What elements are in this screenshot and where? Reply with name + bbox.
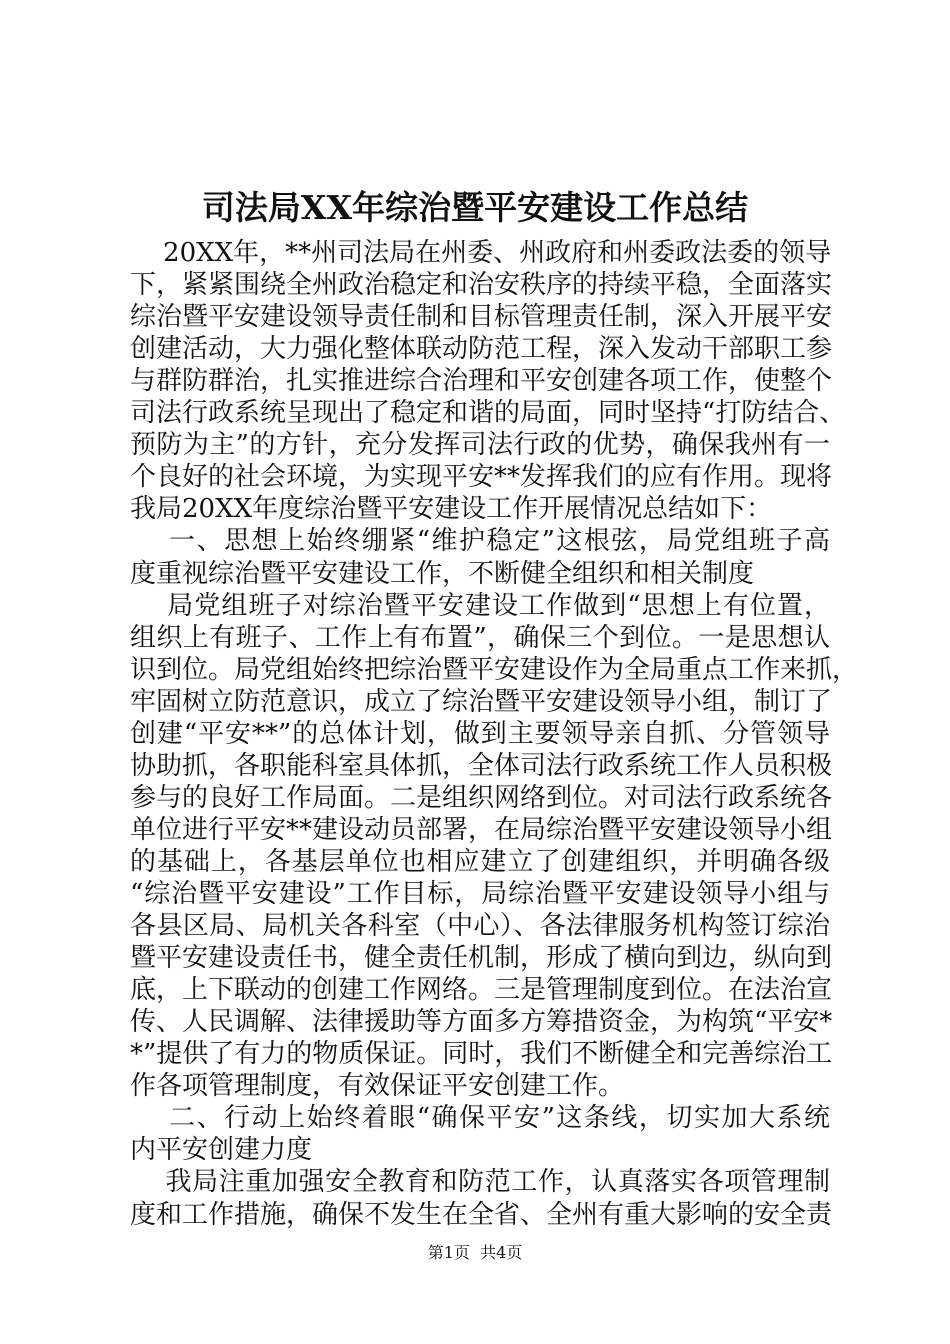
paragraph-line: 参与的良好工作局面。二是组织网络到位。对司法行政系统各 xyxy=(130,783,833,813)
paragraph-line: 综治暨平安建设领导责任制和目标管理责任制，深入开展平安 xyxy=(130,302,833,332)
paragraph-line: 识到位。局党组始终把综治暨平安建设作为全局重点工作来抓， xyxy=(130,655,859,685)
paragraph-line: 个良好的社会环境，为实现平安**发挥我们的应有作用。现将 xyxy=(130,462,833,492)
paragraph-line: 组织上有班子、工作上有布置”，确保三个到位。一是思想认 xyxy=(130,623,830,653)
paragraph-line: 二、行动上始终着眼“确保平安”这条线，切实加大系统 xyxy=(130,1103,830,1133)
paragraph-line: 单位进行平安**建设动员部署，在局综治暨平安建设领导小组 xyxy=(130,815,833,845)
paragraph-line: 作各项管理制度，有效保证平安创建工作。 xyxy=(130,1071,625,1101)
paragraph-line: 的基础上，各基层单位也相应建立了创建组织，并明确各级 xyxy=(130,847,830,877)
paragraph-line: 我局20XX年度综治暨平安建设工作开展情况总结如下： xyxy=(130,494,773,524)
paragraph-line: 度重视综治暨平安建设工作，不断健全组织和相关制度 xyxy=(130,559,755,589)
paragraph-line: 一、思想上始终绷紧“维护稳定”这根弦，局党组班子高 xyxy=(130,526,830,556)
paragraph-line: 暨平安建设责任书，健全责任机制，形成了横向到边，纵向到 xyxy=(130,943,833,973)
paragraph-line: 创建“平安**”的总体计划，做到主要领导亲自抓、分管领导 xyxy=(130,719,830,749)
paragraph-line: 各县区局、局机关各科室（中心）、各法律服务机构签订综治 xyxy=(130,911,830,941)
paragraph-line: 牢固树立防范意识，成立了综治暨平安建设领导小组，制订了 xyxy=(130,687,833,717)
paragraph-line: “综治暨平安建设”工作目标，局综治暨平安建设领导小组与 xyxy=(130,879,830,909)
paragraph-line: 传、人民调解、法律援助等方面多方筹措资金，为构筑“平安* xyxy=(130,1007,833,1037)
paragraph-line: 20XX年，**州司法局在州委、州政府和州委政法委的领导 xyxy=(130,238,832,268)
paragraph-line: 底，上下联动的创建工作网络。三是管理制度到位。在法治宣 xyxy=(130,975,833,1005)
document-title: 司法局XX年综治暨平安建设工作总结 xyxy=(201,188,749,227)
paragraph-line: 局党组班子对综治暨平安建设工作做到“思想上有位置， xyxy=(130,591,830,621)
paragraph-line: 度和工作措施，确保不发生在全省、全州有重大影响的安全责 xyxy=(130,1200,833,1230)
paragraph-line: 我局注重加强安全教育和防范工作，认真落实各项管理制 xyxy=(130,1167,830,1197)
paragraph-line: 司法行政系统呈现出了稳定和谐的局面，同时坚持“打防结合、 xyxy=(130,398,846,428)
paragraph-line: 下，紧紧围绕全州政治稳定和治安秩序的持续平稳，全面落实 xyxy=(130,270,833,300)
paragraph-line: 创建活动，大力强化整体联动防范工程，深入发动干部职工参 xyxy=(130,334,833,364)
page-footer: 第1页 共4页 xyxy=(427,1243,523,1262)
paragraph-line: 预防为主”的方针，充分发挥司法行政的优势，确保我州有一 xyxy=(130,430,830,460)
paragraph-line: 与群防群治，扎实推进综合治理和平安创建各项工作，使整个 xyxy=(130,366,833,396)
paragraph-line: *”提供了有力的物质保证。同时，我们不断健全和完善综治工 xyxy=(130,1039,833,1069)
paragraph-line: 协助抓，各职能科室具体抓，全体司法行政系统工作人员积极 xyxy=(130,751,833,781)
paragraph-line: 内平安创建力度 xyxy=(130,1135,313,1165)
